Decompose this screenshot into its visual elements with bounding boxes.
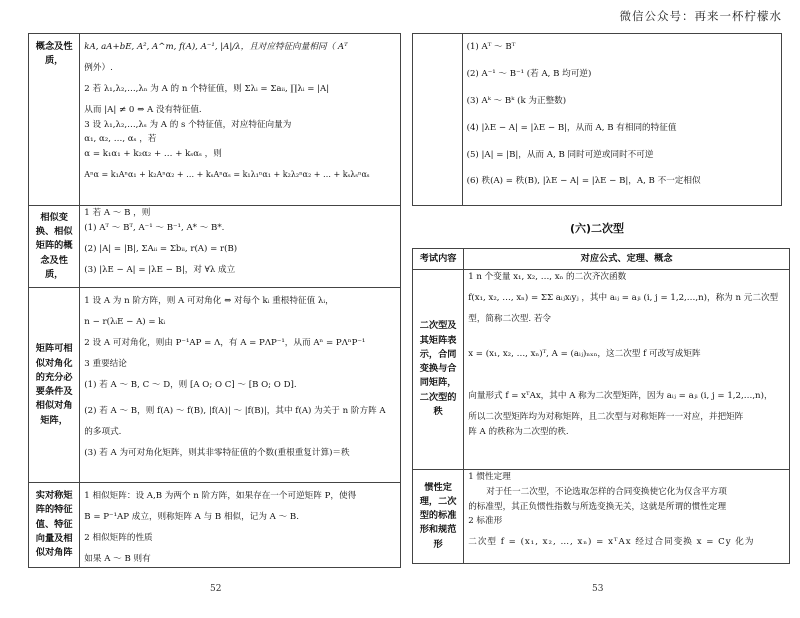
content-line: 3 重要结论 — [84, 358, 127, 369]
top-property-table — [412, 33, 782, 206]
content-line: (2) 若 A ～ B，则 f(A) ～ f(B), |f(A)| ～ |f(B)|，其中 f(A) 为关于 n 阶方阵 A — [84, 406, 386, 417]
page-number: 52 — [210, 584, 222, 594]
content-line: α₁, α₂, …, αₛ ，若 — [84, 134, 157, 145]
content-line: B = P⁻¹AP 成立，则称矩阵 A 与 B 相似，记为 A ～ B. — [84, 511, 299, 522]
column-header: 对应公式、定理、概念 — [464, 249, 790, 270]
table-row — [413, 269, 790, 469]
content-line: x = (x₁, x₂, …, xₙ)ᵀ, A = (aᵢⱼ)ₙₓₙ，这二次型 f 可改写成矩阵 — [468, 349, 701, 360]
content-line: (1) Aᵀ ～ Bᵀ, A⁻¹ ～ B⁻¹, A* ～ B*. — [84, 222, 225, 233]
table-row — [29, 206, 401, 288]
content-line: (3) 若 A 为可对角化矩阵，则其非零特征值的个数(重根重复计算)＝秩 — [84, 448, 350, 459]
page-number: 53 — [592, 584, 604, 594]
table-row — [29, 288, 401, 483]
row-content — [80, 34, 401, 206]
content-line: 的标准型，其正负惯性指数与所选变换无关，这就是所谓的惯性定理 — [468, 501, 727, 512]
content-line: (3) Aᵏ ～ Bᵏ (k 为正整数) — [466, 95, 567, 106]
content-line: 1 n 个变量 x₁, x₂, …, xₙ 的二次齐次函数 — [468, 271, 627, 282]
row-category: 相似变换、相似矩阵的概念及性质， — [29, 206, 80, 288]
content-line: 例外）. — [84, 62, 113, 73]
content-line: 2 若 λ₁,λ₂,…,λₙ 为 A 的 n 个特征值，则 Σλᵢ = Σaᵢᵢ, ∏λᵢ = |A| — [84, 83, 330, 94]
table-header-row — [413, 249, 790, 270]
row-content — [464, 469, 790, 563]
content-line: 从而 |A| ≠ 0 ⇔ A 没有特征值. — [84, 104, 202, 115]
content-line: 如果 A ～ B 则有 — [84, 553, 151, 564]
content-line: (2) |A| = |B|, ΣAᵢᵢ = Σbᵢᵢ, r(A) = r(B) — [84, 243, 238, 254]
column-header: 考试内容 — [413, 249, 464, 270]
row-category: 实对称矩阵的特征值、特征向量及相似对角阵 — [29, 483, 80, 568]
content-line: 的多项式. — [84, 427, 122, 438]
content-line: 3 设 λ₁,λ₂,…,λₛ 为 A 的 s 个特征值，对应特征向量为 — [84, 119, 292, 130]
row-content — [464, 269, 790, 469]
row-category: 概念及性质， — [29, 34, 80, 206]
content-line: Aⁿα = k₁Aⁿα₁ + k₂Aⁿα₂ + … + kₛAⁿαₛ = k₁λ₁ⁿα₁ + k₂λ₂ⁿα₂ + … + kₛλₛⁿαₛ — [84, 170, 370, 180]
wechat-header: 微信公众号：再来一杯柠檬水 — [619, 9, 782, 23]
content-line: 二次型 f = (x₁, x₂, …, xₙ) = xᵀAx 经过合同变换 x = Cy 化为 — [468, 537, 755, 548]
content-line: (1) 若 A ～ B, C ～ D，则 [A O; O C] ～ [B O; O D]. — [84, 379, 297, 390]
content-line: 2 标准形 — [468, 516, 503, 527]
row-content — [80, 288, 401, 483]
content-line: 1 相似矩阵：设 A,B 为两个 n 阶方阵，如果存在一个可逆矩阵 P，使得 — [84, 491, 357, 501]
content-line: (4) |λE − A| = |λE − B|，从而 A, B 有相同的特征值 — [466, 122, 677, 133]
content-line: 阵 A 的秩称为二次型的秩. — [468, 427, 569, 438]
table-row — [29, 483, 401, 568]
row-content — [80, 206, 401, 288]
content-line: 所以二次型矩阵均为对称矩阵，且二次型与对称矩阵一一对应，并把矩阵 — [468, 412, 744, 423]
content-line: f(x₁, x₂, …, xₙ) = ΣΣ aᵢⱼxᵢyⱼ ，其中 aᵢⱼ = aⱼᵢ (i, j = 1,2,…,n)，称为 n 元二次型 — [468, 292, 779, 303]
content-line: 向量形式 f = xᵀAx，其中 A 称为二次型矩阵，因为 aᵢⱼ = aⱼᵢ (i, j = 1,2,…,n)， — [468, 391, 773, 402]
quadratic-form-table — [412, 248, 790, 564]
content-line: (6) 秩(A) = 秩(B), |λE − A| = |λE − B|，A, B 不一定相似 — [466, 176, 701, 187]
content-line: 1 若 A ～ B ，则 — [84, 208, 151, 218]
row-content — [462, 34, 781, 206]
table-row — [29, 34, 401, 206]
table-row — [413, 34, 782, 206]
row-category: 二次型及其矩阵表示，合同变换与合同矩阵，二次型的秩 — [413, 269, 464, 469]
content-line: 1 设 A 为 n 阶方阵，则 A 可对角化 ⇔ 对每个 kᵢ 重根特征值 λᵢ， — [84, 296, 334, 306]
content-line: 对于任一二次型，不论选取怎样的合同变换使它化为仅含平方项 — [486, 486, 727, 497]
content-line: 2 相似矩阵的性质 — [84, 532, 153, 543]
content-line: (3) |λE − A| = |λE − B|，对 ∀λ 成立 — [84, 264, 236, 275]
row-category: 矩阵可相似对角化的充分必要条件及相似对角矩阵， — [29, 288, 80, 483]
content-line: (1) Aᵀ ～ Bᵀ — [466, 42, 516, 52]
empty-category-cell — [413, 34, 463, 206]
right-page — [400, 0, 800, 618]
content-line: 2 设 A 可对角化，则由 P⁻¹AP = Λ，有 A = PΛP⁻¹，从而 Aⁿ = PΛⁿP⁻¹ — [84, 337, 366, 348]
content-line: kA, aA+bE, A², A^m, f(A), A⁻¹, |A|/λ，且对应特征向量相同（ Aᵀ — [84, 42, 348, 52]
content-line: (2) A⁻¹ ～ B⁻¹ (若 A, B 均可逆) — [466, 68, 592, 79]
left-formula-table — [28, 33, 401, 568]
content-line: 1 惯性定理 — [468, 471, 511, 482]
row-category: 惯性定理，二次型的标准形和规范形 — [413, 469, 464, 563]
content-line: α = k₁α₁ + k₂α₂ + … + kₛαₛ ，则 — [84, 149, 222, 160]
section-title: (六)二次型 — [570, 222, 625, 235]
table-row — [413, 469, 790, 563]
content-line: (5) |A| = |B|，从而 A, B 同时可逆或同时不可逆 — [466, 149, 654, 160]
row-content — [80, 483, 401, 568]
content-line: n − r(λᵢE − A) = kᵢ — [84, 316, 166, 327]
content-line: 型，简称二次型. 若令 — [468, 313, 552, 324]
